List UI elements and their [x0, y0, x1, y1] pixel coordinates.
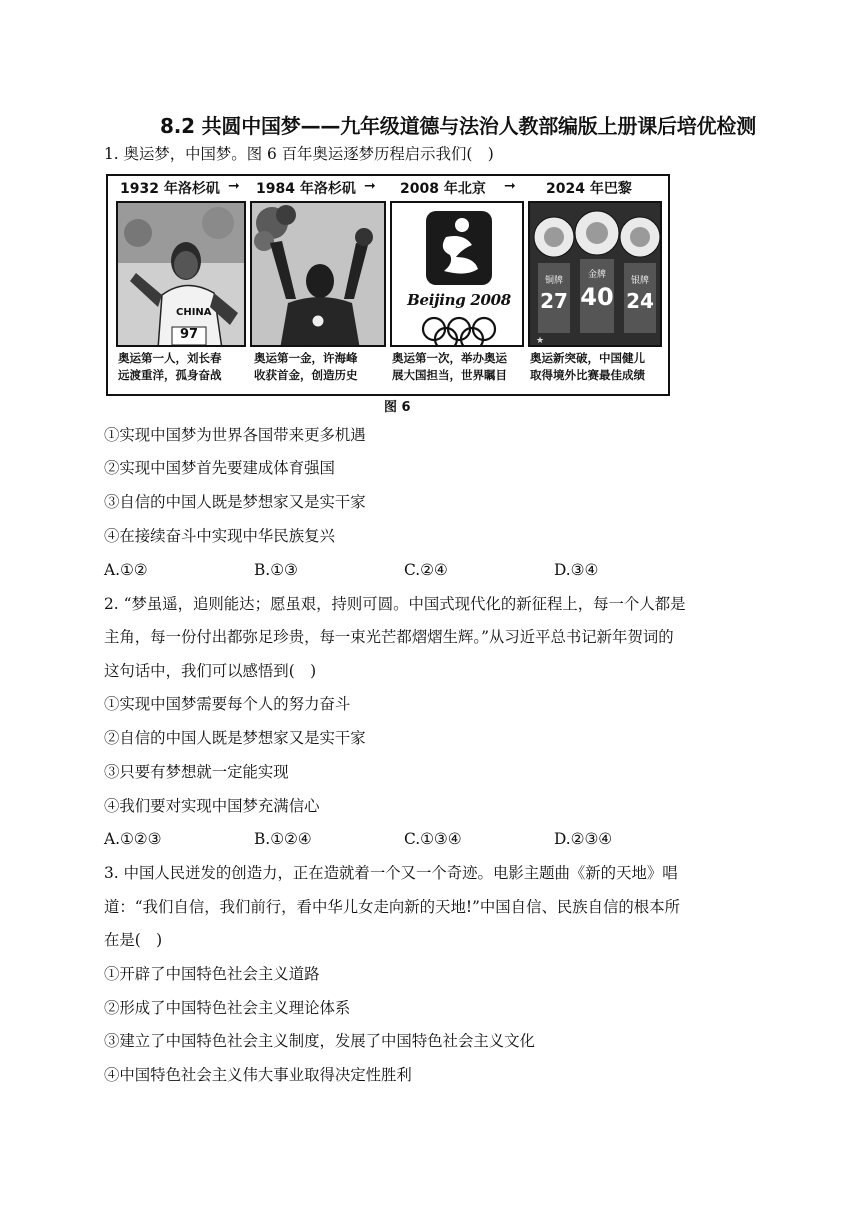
q3-item-3: ③建立了中国特色社会主义制度，发展了中国特色社会主义文化: [104, 1032, 535, 1050]
q2-item-3: ③只要有梦想就一定能实现: [104, 763, 289, 781]
photo-xu-haifeng: [250, 201, 386, 347]
arrow-icon: ➞: [228, 178, 240, 194]
figure-header-2024: 2024 年巴黎: [546, 181, 632, 197]
q1-option-b[interactable]: B.①③: [254, 561, 298, 579]
q2-option-a[interactable]: A.①②③: [104, 830, 162, 848]
photo-liu-changchun: [116, 201, 246, 347]
q3-item-1: ①开辟了中国特色社会主义道路: [104, 965, 320, 983]
q2-option-b[interactable]: B.①②④: [254, 830, 312, 848]
medal-count-bronze: 27: [540, 289, 568, 313]
q2-item-4: ④我们要对实现中国梦充满信心: [104, 797, 320, 815]
q2-option-c[interactable]: C.①③④: [404, 830, 462, 848]
figure-header-2008: 2008 年北京: [400, 181, 486, 197]
figure-label: 图 6: [384, 400, 411, 415]
olympic-rings-icon: [423, 318, 495, 347]
q2-option-d[interactable]: D.②③④: [554, 830, 613, 848]
svg-text:★: ★: [536, 336, 545, 346]
paris-2024-medals: [528, 201, 662, 347]
q1-item-1: ①实现中国梦为世界各国带来更多机遇: [104, 426, 366, 444]
figure-header-1984: 1984 年洛杉矶: [256, 181, 356, 197]
medal-label-gold: 金牌: [587, 270, 606, 280]
olympic-figure: [106, 174, 670, 396]
figure-caption-4: 奥运新突破，中国健儿 取得境外比赛最佳成绩: [530, 351, 645, 382]
q3-stem-line-1: 3. 中国人民迸发的创造力，正在造就着一个又一个奇迹。电影主题曲《新的天地》唱: [104, 864, 678, 882]
bib-text: CHINA: [176, 307, 212, 318]
q2-item-2: ②自信的中国人既是梦想家又是实干家: [104, 729, 366, 747]
q1-item-3: ③自信的中国人既是梦想家又是实干家: [104, 493, 366, 511]
q3-item-2: ②形成了中国特色社会主义理论体系: [104, 999, 351, 1017]
figure-header-1932: 1932 年洛杉矶: [120, 181, 220, 197]
medal-count-silver: 24: [626, 289, 654, 313]
medal-label-bronze: 铜牌: [544, 276, 563, 286]
figure-header: [106, 174, 670, 200]
q1-option-d[interactable]: D.③④: [554, 561, 599, 579]
q3-item-4: ④中国特色社会主义伟大事业取得决定性胜利: [104, 1066, 412, 1084]
figure-caption-2: 奥运第一金，许海峰 收获首金，创造历史: [254, 351, 358, 382]
logo-text: Beijing 2008: [407, 291, 511, 309]
q1-item-2: ②实现中国梦首先要建成体育强国: [104, 459, 335, 477]
bib-number: 97: [180, 327, 199, 342]
q2-stem-line-2: 主角，每一份付出都弥足珍贵，每一束光芒都熠熠生辉。”从习近平总书记新年贺词的: [104, 628, 674, 646]
q3-stem-line-3: 在是( ): [104, 931, 163, 949]
q2-stem-line-3: 这句话中，我们可以感悟到( ): [104, 662, 317, 680]
medal-label-silver: 银牌: [630, 276, 649, 286]
q1-item-4: ④在接续奋斗中实现中华民族复兴: [104, 527, 335, 545]
arrow-icon: ➞: [364, 178, 376, 194]
arrow-icon: ➞: [504, 178, 516, 194]
page-title: 8.2 共圆中国梦——九年级道德与法治人教部编版上册课后培优检测: [160, 114, 756, 138]
q1-stem: 1. 奥运梦，中国梦。图 6 百年奥运逐梦历程启示我们( ): [104, 145, 494, 163]
q2-stem-line-1: 2. “梦虽遥，追则能达；愿虽艰，持则可圆。中国式现代化的新征程上，每一个人都是: [104, 595, 686, 613]
figure-caption-3: 奥运第一次，举办奥运 展大国担当，世界瞩目: [392, 351, 507, 382]
figure-caption-1: 奥运第一人，刘长春 远渡重洋，孤身奋战: [118, 351, 222, 382]
q1-option-a[interactable]: A.①②: [104, 561, 148, 579]
q2-item-1: ①实现中国梦需要每个人的努力奋斗: [104, 695, 351, 713]
beijing-2008-logo: [390, 201, 524, 347]
medal-count-gold: 40: [580, 283, 614, 311]
q3-stem-line-2: 道：“我们自信，我们前行，看中华儿女走向新的天地!”中国自信、民族自信的根本所: [104, 898, 680, 916]
q1-option-c[interactable]: C.②④: [404, 561, 448, 579]
